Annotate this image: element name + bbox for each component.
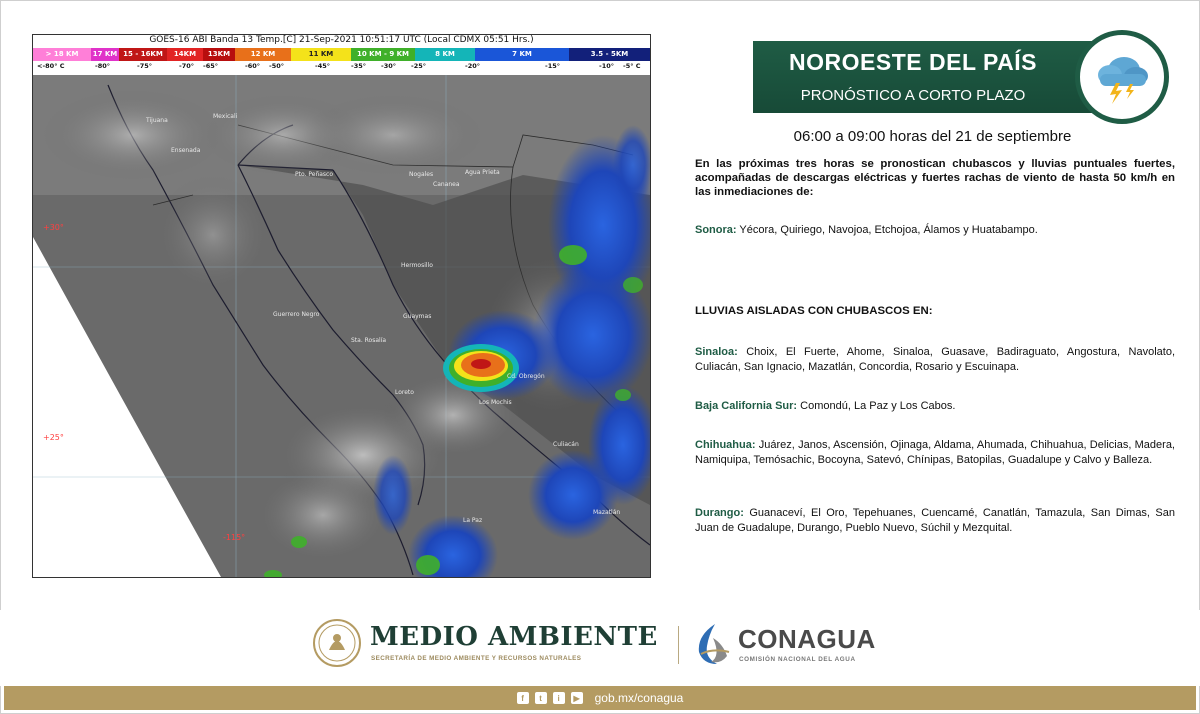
satellite-title: GOES-16 ABI Banda 13 Temp.[C] 21-Sep-2021 10:51:17 UTC (Local CDMX 05:51 Hrs.) bbox=[149, 35, 534, 45]
forecast-time: 06:00 a 09:00 horas del 21 de septiembre bbox=[793, 128, 1072, 145]
storm-cloud-icon-graphic bbox=[1090, 50, 1154, 104]
longitude-label: -115° bbox=[223, 533, 246, 542]
legend-segment: 3.5 - 5KM bbox=[569, 48, 650, 61]
youtube-icon[interactable]: ▶ bbox=[571, 692, 583, 704]
legend-segment: 7 KM bbox=[475, 48, 569, 61]
place-label: Ensenada bbox=[171, 147, 201, 154]
place-label: Guaymas bbox=[403, 313, 432, 320]
instagram-icon[interactable]: i bbox=[553, 692, 565, 704]
temperature-label: -60° bbox=[245, 62, 260, 70]
mexico-seal-icon bbox=[312, 618, 362, 668]
section-title: LLUVIAS AISLADAS CON CHUBASCOS EN: bbox=[695, 305, 933, 317]
temperature-label: -20° bbox=[465, 62, 480, 70]
latitude-label: +30° bbox=[43, 223, 64, 232]
legend-segment: 14KM bbox=[167, 48, 203, 61]
legend-segment: > 18 KM bbox=[33, 48, 91, 61]
place-label: Los Mochis bbox=[479, 399, 512, 406]
satellite-header bbox=[33, 35, 650, 75]
satellite-map-graphic bbox=[33, 75, 650, 577]
conagua-subtitle: COMISIÓN NACIONAL DEL AGUA bbox=[739, 656, 856, 663]
legend-segment: 13KM bbox=[203, 48, 235, 61]
temperature-label: -30° bbox=[381, 62, 396, 70]
region-durango bbox=[695, 506, 1175, 535]
place-label: Tijuana bbox=[146, 117, 168, 124]
social-bar bbox=[4, 686, 1196, 710]
region-sinaloa bbox=[695, 345, 1175, 374]
state-places: Choix, El Fuerte, Ahome, Sinaloa, Guasave, Badiraguato, Angostura, Navolato, Culiacán, San Ignacio, Mazatlán, Concordia, Rosario y Escuinapa. bbox=[695, 346, 1176, 373]
place-label: Cananea bbox=[433, 181, 460, 188]
legend-segment: 11 KM bbox=[291, 48, 351, 61]
temperature-label: -65° bbox=[203, 62, 218, 70]
latitude-label: +25° bbox=[43, 433, 64, 442]
forecast-banner bbox=[753, 41, 1098, 113]
state-name: Sonora: bbox=[695, 224, 737, 236]
logo-divider bbox=[678, 626, 679, 664]
state-places: Yécora, Quiriego, Navojoa, Etchojoa, Álamos y Huatabampo. bbox=[739, 224, 1038, 236]
legend-segment: 8 KM bbox=[415, 48, 475, 61]
satellite-image bbox=[32, 34, 651, 578]
temperature-label: -5° C bbox=[623, 62, 641, 70]
place-label: Nogales bbox=[409, 171, 434, 178]
banner-title: NOROESTE DEL PAÍS bbox=[789, 49, 1037, 75]
medio-ambiente-title: MEDIO AMBIENTE bbox=[370, 622, 658, 652]
forecast-intro: En las próximas tres horas se pronostican chubascos y lluvias puntuales fuertes, acompañadas de descargas eléctricas y fuertes rachas de viento de hasta 50 km/h en las inmediaciones de: bbox=[695, 158, 1175, 198]
place-label: Sta. Rosalía bbox=[351, 337, 387, 344]
state-name: Baja California Sur: bbox=[695, 400, 798, 412]
place-label: Guerrero Negro bbox=[273, 311, 320, 318]
website-link[interactable]: gob.mx/conagua bbox=[594, 691, 684, 705]
place-label: Agua Prieta bbox=[465, 169, 500, 176]
facebook-icon[interactable]: f bbox=[517, 692, 529, 704]
temperature-label: -15° bbox=[545, 62, 560, 70]
state-name: Chihuahua: bbox=[695, 439, 756, 451]
banner-subtitle: PRONÓSTICO A CORTO PLAZO bbox=[800, 87, 1026, 104]
place-label: Mexicali bbox=[213, 113, 238, 120]
state-places: Guanaceví, El Oro, Tepehuanes, Cuencamé, Canatlán, Tamazula, San Dimas, San Juan de Guadalupe, Durango, Pueblo Nuevo, Súchil y Mezquital. bbox=[695, 507, 1175, 534]
temperature-label: -80° bbox=[95, 62, 110, 70]
place-label: Culiacán bbox=[553, 441, 579, 448]
state-places: Juárez, Janos, Ascensión, Ojinaga, Aldama, Ahumada, Chihuahua, Delicias, Madera, Namiquipa, Temósachic, Bocoyna, Satevó, Chínipas, Batopilas, Guadalupe y Calvo y Balleza. bbox=[695, 439, 1175, 466]
color-scale-legend bbox=[33, 48, 650, 61]
place-label: Pto. Peñasco bbox=[295, 171, 334, 178]
temperature-label: -75° bbox=[137, 62, 152, 70]
temperature-label: -70° bbox=[179, 62, 194, 70]
storm-cloud-icon bbox=[1075, 30, 1169, 124]
state-places: Comondú, La Paz y Los Cabos. bbox=[800, 400, 956, 412]
temperature-label: -50° bbox=[269, 62, 284, 70]
conagua-title: CONAGUA bbox=[738, 624, 876, 654]
temperature-label: <-80° C bbox=[37, 62, 65, 70]
state-name: Durango: bbox=[695, 507, 744, 519]
temperature-label: -45° bbox=[315, 62, 330, 70]
place-label: Mazatlán bbox=[593, 509, 621, 516]
medio-ambiente-subtitle: SECRETARÍA DE MEDIO AMBIENTE Y RECURSOS NATURALES bbox=[371, 655, 582, 662]
region-chihuahua bbox=[695, 438, 1175, 467]
twitter-icon[interactable]: t bbox=[535, 692, 547, 704]
temperature-label: -35° bbox=[351, 62, 366, 70]
temperature-label: -10° bbox=[599, 62, 614, 70]
temperature-scale bbox=[33, 62, 650, 73]
place-label: Hermosillo bbox=[401, 262, 433, 269]
legend-segment: 15 - 16KM bbox=[119, 48, 167, 61]
legend-segment: 12 KM bbox=[235, 48, 291, 61]
temperature-label: -25° bbox=[411, 62, 426, 70]
region-sonora bbox=[695, 223, 1175, 238]
satellite-map bbox=[33, 75, 650, 577]
conagua-logo-icon bbox=[693, 622, 733, 666]
region-baja-california-sur bbox=[695, 399, 1175, 414]
place-label: La Paz bbox=[463, 517, 483, 524]
legend-segment: 17 KM bbox=[91, 48, 119, 61]
legend-segment: 10 KM - 9 KM bbox=[351, 48, 415, 61]
state-name: Sinaloa: bbox=[695, 346, 738, 358]
place-label: Cd. Obregón bbox=[507, 373, 545, 380]
place-label: Loreto bbox=[395, 389, 414, 396]
footer-logos bbox=[0, 610, 1200, 686]
